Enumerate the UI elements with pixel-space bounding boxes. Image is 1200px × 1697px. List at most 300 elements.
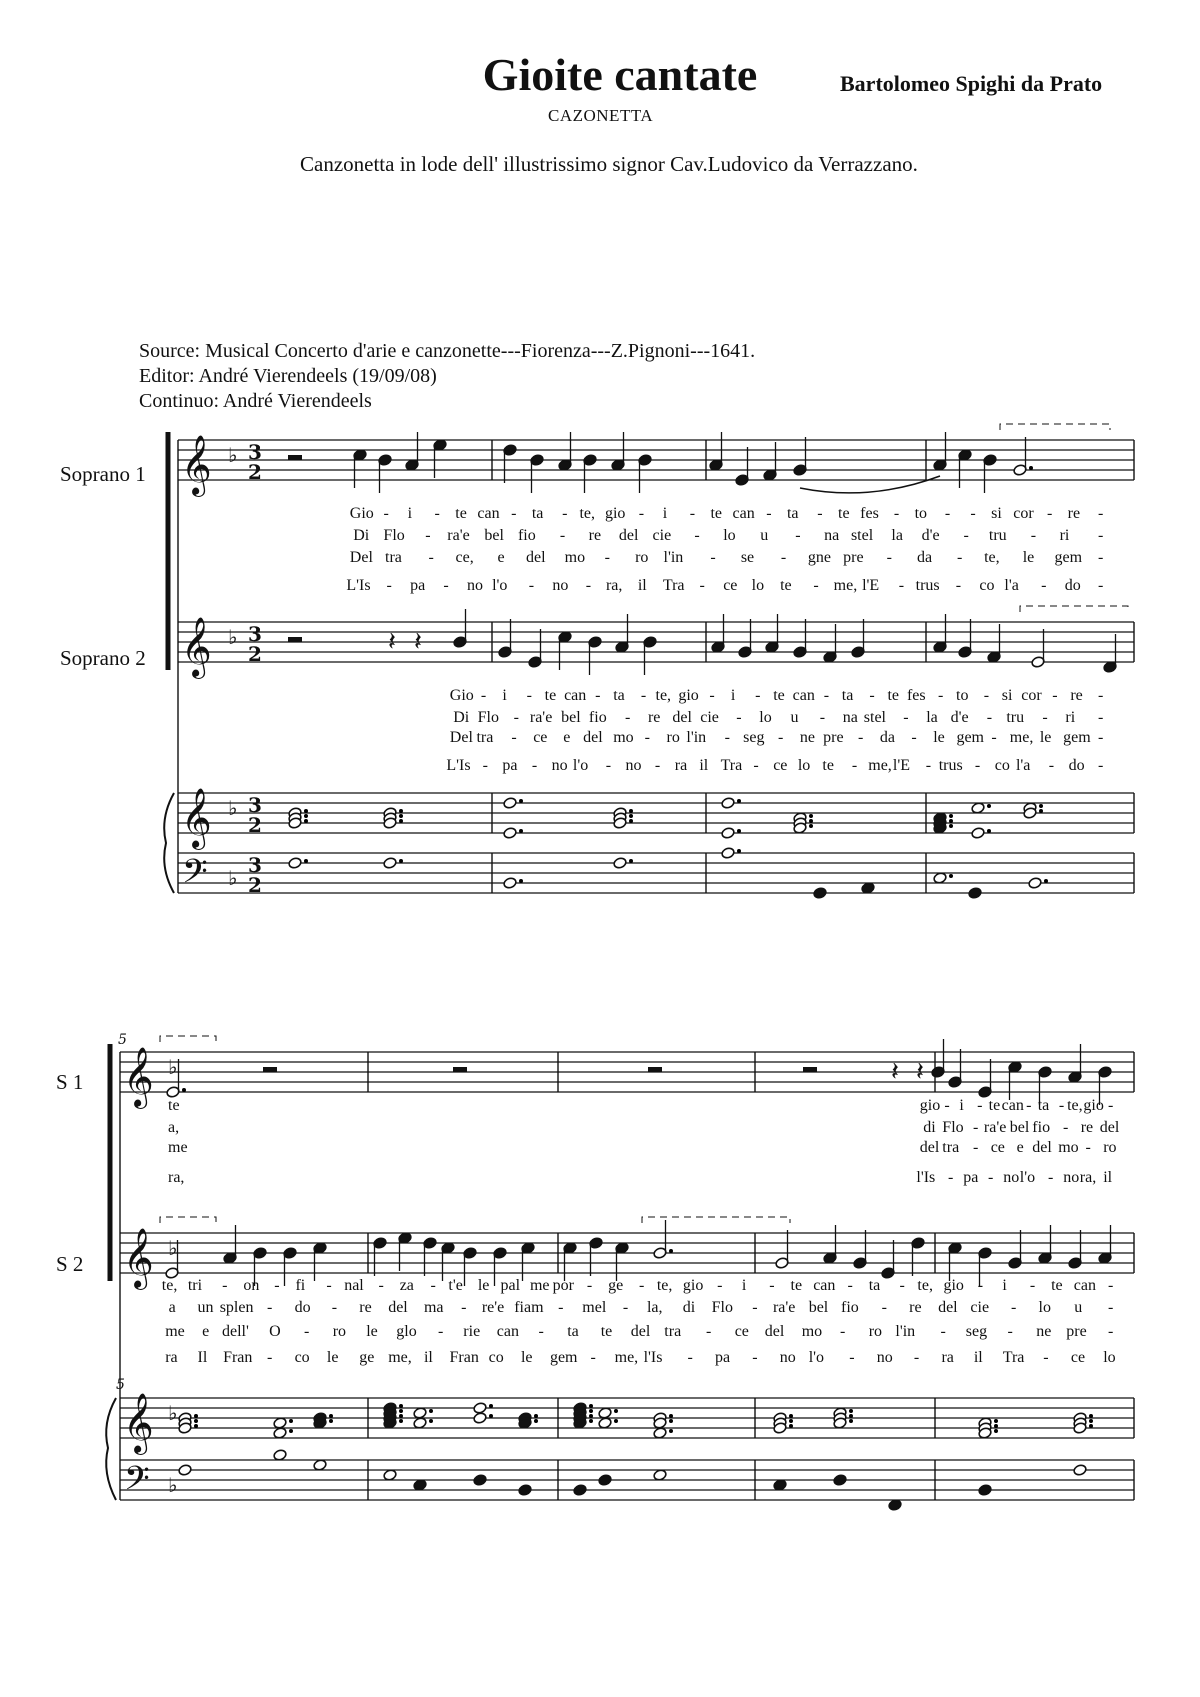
soprano2-lyric: - [511, 729, 517, 746]
augmentation-dot [737, 829, 741, 833]
soprano1-lyric: se [740, 549, 755, 566]
soprano1-lyric: - [898, 577, 905, 594]
soprano2-lyric: - [640, 687, 647, 704]
soprano2-lyric: lo [1103, 1349, 1116, 1366]
soprano2-lyric: pre [823, 729, 844, 746]
soprano2-lyric: il [423, 1349, 433, 1366]
tie-arc [800, 476, 940, 493]
flat-icon: ♭ [168, 1236, 178, 1260]
soprano2-lyric: no [876, 1349, 893, 1366]
soprano1-lyric: fio [1032, 1119, 1051, 1136]
soprano1-lyric: - [559, 527, 566, 544]
soprano2-lyric: del [583, 729, 603, 746]
soprano2-lyric: ra [941, 1349, 954, 1366]
soprano2-lyric: i [502, 687, 507, 704]
ligature-bracket [642, 1217, 790, 1223]
bass-note [383, 857, 397, 870]
soprano1-lyric: - [817, 505, 823, 522]
soprano1-lyric: pre [843, 549, 864, 566]
soprano1-lyric: ce [990, 1139, 1005, 1156]
soprano2-lyric: - [513, 709, 519, 726]
augmentation-dot [1039, 804, 1043, 808]
soprano2-lyric: del [764, 1323, 785, 1340]
soprano2-lyric: si [1001, 687, 1013, 704]
soprano1-lyric: ta [1037, 1097, 1050, 1114]
soprano1-lyric: - [383, 505, 389, 522]
soprano2-lyric: l'in [686, 729, 707, 746]
soprano1-lyric: - [1030, 527, 1037, 544]
augmentation-dot [669, 1249, 673, 1253]
augmentation-dot [629, 859, 633, 863]
soprano1-lyric: l'Is [916, 1169, 936, 1186]
augmentation-dot [489, 1414, 493, 1418]
soprano1-lyric: ra'e [983, 1119, 1007, 1136]
soprano2-lyric: gem [549, 1349, 578, 1366]
soprano1-lyric: u [760, 527, 769, 544]
soprano1-lyric: le [1022, 549, 1035, 566]
soprano2-lyric: ce [773, 757, 788, 774]
augmentation-dot [987, 804, 991, 808]
augmentation-dot [849, 1419, 853, 1423]
soprano2-lyric: - [911, 729, 917, 746]
soprano2-lyric: mel [582, 1299, 607, 1316]
soprano2-lyric: - [819, 709, 826, 726]
soprano2-lyric: - [752, 1299, 758, 1316]
soprano2-lyric: te [790, 1277, 803, 1294]
soprano2-lyric: ce [734, 1323, 749, 1340]
soprano2-lyric: - [480, 687, 487, 704]
soprano1-lyric: - [988, 1169, 994, 1186]
source-line: Source: Musical Concerto d'arie e canzonette---Fiorenza---Z.Pignoni---1641. [139, 340, 756, 362]
soprano2-lyric: Il [197, 1349, 208, 1366]
soprano1-lyric: gio [1083, 1097, 1104, 1114]
soprano2-lyric: l'a [1015, 757, 1031, 774]
soprano2-lyric: - [1007, 1323, 1013, 1340]
bass-note [503, 877, 517, 890]
soprano2-lyric: trus [938, 757, 963, 774]
time-signature-numerator: 3 [248, 853, 262, 877]
soprano2-lyric: l'E [892, 757, 910, 774]
soprano2-lyric: glo [396, 1323, 417, 1340]
soprano2-lyric: ma [423, 1299, 444, 1316]
soprano1-lyric: mo [1058, 1139, 1079, 1156]
bass-clef-icon: 𝄢 [124, 1460, 150, 1506]
soprano2-lyric: - [1098, 687, 1104, 704]
soprano2-lyric: - [847, 1277, 853, 1294]
soprano2-lyric: l'Is [643, 1349, 663, 1366]
soprano2-lyric: gem [1063, 729, 1091, 746]
soprano1-lyric: - [1046, 505, 1053, 522]
soprano2-lyric: gio [678, 687, 699, 704]
soprano1-lyric: ro [1103, 1139, 1117, 1156]
bass-note [178, 1464, 192, 1477]
soprano2-lyric: l'in [895, 1323, 916, 1340]
soprano2-lyric: co [488, 1349, 504, 1366]
augmentation-dot [429, 1419, 433, 1423]
half-rest [263, 1067, 277, 1072]
augmentation-dot [994, 1424, 998, 1428]
soprano2-lyric: - [1108, 1299, 1114, 1316]
soprano2-lyric: re [647, 709, 661, 726]
bass-note [573, 1484, 587, 1497]
bass-note [613, 857, 627, 870]
soprano1-lyric: - [970, 505, 976, 522]
piano-chord-note [473, 1412, 487, 1425]
soprano2-lyric: ra [165, 1349, 178, 1366]
augmentation-dot [304, 809, 308, 813]
soprano2-lyric: te [600, 1323, 613, 1340]
soprano1-lyric: re [1080, 1119, 1094, 1136]
soprano2-lyric: ro [332, 1323, 347, 1340]
soprano1-lyric: gem [1054, 549, 1083, 566]
soprano2-lyric: - [925, 757, 932, 774]
soprano1-lyric: Di [353, 527, 370, 544]
soprano2-lyric: - [769, 1277, 775, 1294]
soprano2-lyric: gio [943, 1277, 964, 1294]
augmentation-dot [399, 1404, 403, 1408]
soprano2-lyric: mo [801, 1323, 823, 1340]
soprano1-lyric: can [477, 505, 500, 522]
soprano1-lyric: d'e [921, 527, 940, 544]
soprano2-lyric: ge [359, 1349, 375, 1366]
soprano2-lyric: - [267, 1299, 273, 1316]
soprano1-lyric: l'o [1019, 1169, 1036, 1186]
augmentation-dot [809, 824, 813, 828]
soprano1-lyric: - [386, 577, 392, 594]
soprano2-lyric: no [551, 757, 568, 774]
soprano1-lyric: stel [850, 527, 874, 544]
soprano2-lyric: i [741, 1277, 747, 1294]
soprano2-lyric: - [1029, 1277, 1036, 1294]
soprano2-lyric: - [605, 757, 612, 774]
soprano1-lyric: - [1098, 527, 1104, 544]
soprano1-lyric: na [824, 527, 840, 544]
augmentation-dot [304, 859, 308, 863]
soprano1-lyric: - [434, 505, 440, 522]
soprano2-lyric: ta [567, 1323, 579, 1340]
soprano2-lyric: - [624, 709, 631, 726]
soprano1-lyric: il [637, 577, 647, 594]
soprano2-lyric: e [202, 1323, 210, 1340]
soprano1-lyric: l'o [492, 577, 508, 594]
soprano2-lyric: can [496, 1323, 520, 1340]
piano-chord-note [721, 827, 735, 840]
augmentation-dot [629, 809, 633, 813]
soprano2-lyric: can [1073, 1277, 1096, 1294]
augmentation-dot [789, 1414, 793, 1418]
soprano1-lyric: - [443, 577, 449, 594]
soprano2-lyric: cie [700, 709, 719, 726]
soprano1-lyric: re [1067, 505, 1081, 522]
soprano2-lyric: - [940, 1323, 946, 1340]
half-rest [288, 637, 302, 642]
soprano2-lyric: bel [808, 1299, 829, 1316]
soprano1-lyric: - [1058, 1097, 1065, 1114]
soprano1-lyric: lo [751, 577, 765, 594]
augmentation-dot [194, 1424, 198, 1428]
soprano2-lyric: te, [656, 1277, 673, 1294]
augmentation-dot [949, 814, 953, 818]
soprano2-lyric: ta [841, 687, 854, 704]
soprano2-lyric: - [983, 687, 990, 704]
soprano1-lyric: - [604, 549, 610, 566]
bass-clef-icon: 𝄢 [182, 853, 208, 899]
soprano1-lyric: del [1099, 1119, 1120, 1136]
soprano2-lyric: del [388, 1299, 408, 1316]
soprano2-lyric: ro [666, 729, 680, 746]
bass-note [721, 847, 735, 860]
soprano1-lyric: te [780, 577, 792, 594]
soprano1-lyric: gio [604, 505, 626, 522]
soprano2-lyric: - [590, 1349, 596, 1366]
soprano2-lyric: del [672, 709, 692, 726]
piano-brace [106, 1398, 116, 1500]
soprano1-lyric: pa [410, 577, 426, 594]
soprano2-lyric: la, [646, 1299, 663, 1316]
soprano1-lyric: ri [1059, 527, 1070, 544]
soprano2-lyric: - [644, 729, 650, 746]
augmentation-dot [994, 1429, 998, 1433]
augmentation-dot [1089, 1424, 1093, 1428]
augmentation-dot [669, 1429, 673, 1433]
piano-chord-note [503, 827, 517, 840]
soprano1-lyric: ta [786, 505, 799, 522]
soprano1-lyric: la [891, 527, 903, 544]
soprano2-lyric: fio [588, 709, 607, 726]
ligature-bracket [160, 1217, 216, 1223]
soprano2-lyric: ce [1070, 1349, 1086, 1366]
augmentation-dot [194, 1419, 198, 1423]
soprano1-lyric: - [963, 527, 969, 544]
bass-note [833, 1474, 847, 1487]
soprano2-lyric: tra [476, 729, 494, 746]
soprano2-lyric: tra [664, 1323, 682, 1340]
soprano1-lyric: - [886, 549, 892, 566]
soprano2-lyric: pre [1066, 1323, 1087, 1340]
soprano2-lyric: - [1108, 1323, 1114, 1340]
augmentation-dot [399, 1419, 403, 1423]
bass-note [1028, 877, 1042, 890]
flat-icon: ♭ [168, 1473, 178, 1497]
bass-note [968, 887, 982, 900]
soprano2-lyric: Di [453, 709, 470, 726]
soprano2-lyric: - [558, 1299, 564, 1316]
treble-clef-icon: 𝄞 [123, 1047, 154, 1107]
soprano2-lyric: - [881, 1299, 887, 1316]
soprano2-lyric: - [687, 1349, 693, 1366]
soprano1-lyric: ce [723, 577, 738, 594]
augmentation-dot [519, 879, 523, 883]
staff-label-s2: S 2 [56, 1252, 84, 1276]
piano-chord-note [473, 1402, 487, 1415]
soprano2-lyric: re [909, 1299, 922, 1316]
soprano1-lyric: l'a [1004, 577, 1019, 594]
augmentation-dot [489, 1404, 493, 1408]
augmentation-dot [949, 824, 953, 828]
soprano2-lyric: - [724, 729, 730, 746]
soprano2-lyric: la [926, 709, 938, 726]
soprano2-lyric: - [378, 1277, 384, 1294]
editor-line: Editor: André Vierendeels (19/09/08) [139, 365, 437, 387]
soprano2-lyric: pa [715, 1349, 731, 1366]
augmentation-dot [399, 1414, 403, 1418]
soprano2-lyric: - [438, 1323, 444, 1340]
soprano1-lyric: gne [807, 549, 832, 566]
soprano2-lyric: re'e [481, 1299, 505, 1316]
flat-icon: ♭ [168, 1055, 178, 1079]
soprano1-lyric: - [948, 1169, 954, 1186]
augmentation-dot [329, 1419, 333, 1423]
soprano2-lyric: a [168, 1299, 176, 1316]
soprano1-lyric: te [988, 1097, 1001, 1114]
soprano2-lyric: - [974, 757, 981, 774]
soprano2-lyric: O [269, 1323, 281, 1340]
augmentation-dot [1044, 879, 1048, 883]
soprano2-lyric: - [482, 757, 488, 774]
soprano2-lyric: lo [797, 757, 811, 774]
time-signature-numerator: 3 [248, 440, 262, 464]
soprano1-lyric: i [407, 505, 413, 522]
soprano2-lyric: gio [682, 1277, 704, 1294]
soprano2-lyric: pa [502, 757, 518, 774]
soprano1-lyric: - [1041, 577, 1047, 594]
augmentation-dot [949, 819, 953, 823]
soprano1-lyric: Flo [942, 1119, 964, 1136]
augmentation-dot [399, 814, 403, 818]
soprano1-lyric: l'in [663, 549, 684, 566]
treble-clef-icon: 𝄞 [181, 435, 212, 495]
time-signature-denominator: 2 [248, 642, 262, 666]
soprano1-lyric: - [428, 549, 434, 566]
soprano2-lyric: Tra [720, 757, 743, 774]
soprano2-lyric: te, [161, 1277, 178, 1294]
bass-note [978, 1484, 992, 1497]
continuo-line: Continuo: André Vierendeels [139, 390, 372, 412]
soprano2-lyric: mo [613, 729, 634, 746]
flat-icon: ♭ [228, 625, 238, 649]
soprano1-lyric: co [979, 577, 995, 594]
augmentation-dot [182, 1088, 186, 1092]
soprano2-lyric: me [529, 1277, 550, 1294]
augmentation-dot [614, 1419, 618, 1423]
soprano2-lyric: fi [295, 1277, 306, 1294]
augmentation-dot [589, 1404, 593, 1408]
dedication-text: Canzonetta in lode dell' illustrissimo signor Cav.Ludovico da Verrazzano. [300, 152, 918, 176]
soprano1-lyric: te [168, 1097, 180, 1114]
augmentation-dot [809, 819, 813, 823]
soprano1-lyric: - [1098, 505, 1104, 522]
soprano2-lyric: - [752, 1349, 758, 1366]
soprano2-lyric: le [520, 1349, 533, 1366]
flat-icon: ♭ [168, 1401, 178, 1425]
soprano1-lyric: - [1048, 1169, 1054, 1186]
soprano1-lyric: te [838, 505, 850, 522]
soprano2-lyric: ra'e [529, 709, 553, 726]
soprano2-lyric: - [222, 1277, 228, 1294]
soprano2-lyric: l'o [808, 1349, 825, 1366]
soprano2-lyric: do [1068, 757, 1085, 774]
flat-icon: ♭ [228, 866, 238, 890]
soprano2-lyric: - [903, 709, 909, 726]
soprano2-lyric: co [294, 1349, 310, 1366]
soprano2-lyric: e [563, 729, 571, 746]
soprano1-lyric: Gio [349, 505, 374, 522]
augmentation-dot [994, 1419, 998, 1423]
soprano2-lyric: seg [965, 1323, 988, 1340]
soprano1-lyric: bel [1009, 1119, 1030, 1136]
soprano1-lyric: - [528, 577, 535, 594]
soprano1-lyric: - [1098, 577, 1104, 594]
soprano1-lyric: mo [564, 549, 586, 566]
soprano2-lyric: na [842, 709, 858, 726]
soprano2-lyric: fiam [514, 1299, 544, 1316]
augmentation-dot [737, 849, 741, 853]
soprano1-lyric: ce, [455, 549, 474, 566]
soprano2-lyric: lo [1038, 1299, 1051, 1316]
soprano2-lyric: on [243, 1277, 260, 1294]
soprano2-lyric: ra [674, 757, 688, 774]
soprano1-lyric: can [732, 505, 755, 522]
soprano1-lyric: del [618, 527, 639, 544]
quarter-rest: 𝄽 [414, 627, 422, 657]
staff-label-soprano-2: Soprano 2 [60, 646, 146, 670]
flat-icon: ♭ [228, 796, 238, 820]
soprano2-lyric: - [977, 1277, 984, 1294]
soprano2-lyric: te [773, 687, 785, 704]
soprano1-lyric: ra, [1079, 1169, 1097, 1186]
piano-chord-note [721, 797, 735, 810]
augmentation-dot [789, 1424, 793, 1428]
soprano1-lyric: to [914, 505, 928, 522]
soprano2-lyric: - [1108, 1277, 1114, 1294]
soprano2-lyric: fes [906, 687, 926, 704]
soprano1-lyric: te, [984, 549, 1000, 566]
soprano2-lyric: - [430, 1277, 436, 1294]
soprano2-lyric: pal [500, 1277, 521, 1294]
soprano1-lyric: no [552, 577, 569, 594]
augmentation-dot [589, 1409, 593, 1413]
soprano2-lyric: - [622, 1299, 629, 1316]
soprano2-lyric: za [399, 1277, 414, 1294]
soprano2-lyric: - [858, 729, 864, 746]
soprano2-lyric: da [879, 729, 895, 746]
time-signature-numerator: 3 [248, 793, 262, 817]
soprano2-lyric: ne [1036, 1323, 1052, 1340]
augmentation-dot [534, 1414, 538, 1418]
soprano1-lyric: il [1103, 1169, 1113, 1186]
augmentation-dot [534, 1419, 538, 1423]
augmentation-dot [669, 1419, 673, 1423]
soprano2-lyric: - [1048, 757, 1055, 774]
time-signature-numerator: 3 [248, 622, 262, 646]
soprano2-lyric: me, [388, 1349, 412, 1366]
soprano2-lyric: - [986, 709, 993, 726]
soprano2-lyric: il [973, 1349, 983, 1366]
soprano2-lyric: Tra [1002, 1349, 1025, 1366]
soprano1-lyric: ra, [605, 577, 623, 594]
soprano2-lyric: - [1010, 1299, 1017, 1316]
time-signature-denominator: 2 [248, 813, 262, 837]
soprano2-lyric: - [586, 1277, 593, 1294]
soprano2-lyric: Flo [477, 709, 499, 726]
soprano2-lyric: l'o [572, 757, 589, 774]
piano-chord-note [503, 797, 517, 810]
augmentation-dot [519, 799, 523, 803]
bass-note [473, 1474, 487, 1487]
soprano1-lyric: cie [652, 527, 672, 544]
augmentation-dot [589, 1414, 593, 1418]
augmentation-dot [589, 1419, 593, 1423]
